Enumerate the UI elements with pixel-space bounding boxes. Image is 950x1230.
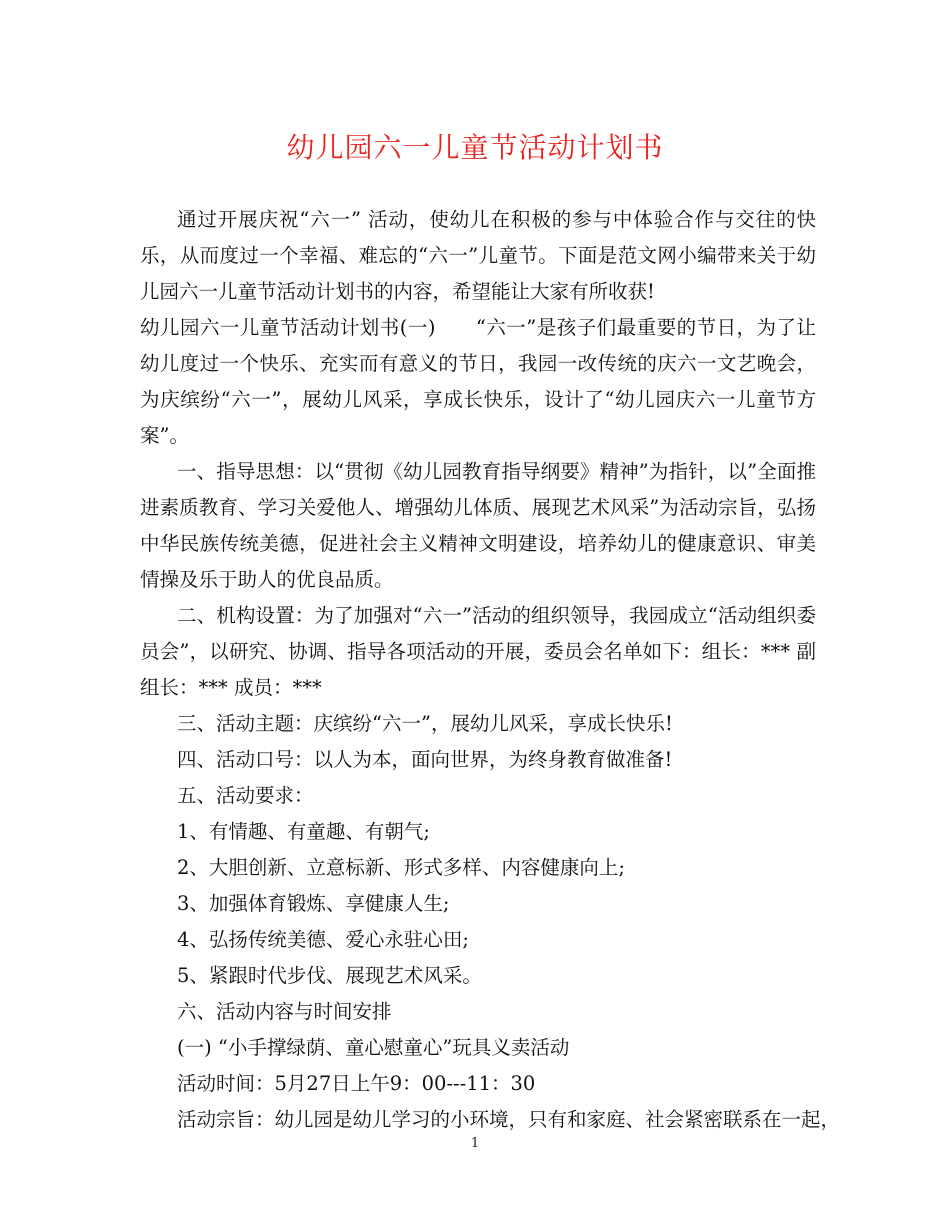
guiding-ideology-paragraph: 一、指导思想：以“贯彻《幼儿园教育指导纲要》精神”为指针，以”全面推进素质教育、学习关爱他人、增强幼儿体质、展现艺术风采”为活动宗旨，弘扬中华民族传统美德，促进社会主义精神文明建设，培养幼儿的健康意识、审美情操及乐于助人的优良品质。 <box>140 460 816 591</box>
requirement-item: 5、紧跟时代步伐、展现艺术风采。 <box>177 964 482 987</box>
intro-paragraph: 通过开展庆祝“六一” 活动，使幼儿在积极的参与中体验合作与交往的快乐，从而度过一个幸福、难忘的“六一”儿童节。下面是范文网小编带来关于幼儿园六一儿童节活动计划书的内容，希望能让大家有所收获! <box>140 208 816 303</box>
schedule-heading: 六、活动内容与时间安排 <box>177 1000 392 1023</box>
activity-theme-paragraph: 三、活动主题：庆缤纷“六一”，展幼儿风采，享成长快乐! <box>177 712 673 735</box>
document-title: 幼儿园六一儿童节活动计划书 <box>286 131 664 164</box>
requirement-item: 3、加强体育锻炼、享健康人生; <box>177 892 450 915</box>
requirement-item: 1、有情趣、有童趣、有朝气; <box>177 820 430 843</box>
activity-time: 活动时间：5月27日上午9：00---11：30 <box>177 1072 536 1095</box>
activity-slogan-paragraph: 四、活动口号：以人为本，面向世界，为终身教育做准备! <box>177 748 673 771</box>
requirement-item: 2、大胆创新、立意标新、形式多样、内容健康向上; <box>177 856 625 879</box>
activity-one-heading: (一) “小手撑绿荫、童心慰童心”玩具义卖活动 <box>177 1036 570 1059</box>
plan-one-paragraph: 幼儿园六一儿童节活动计划书(一) “六一”是孩子们最重要的节日，为了让幼儿度过一个快乐、充实而有意义的节日，我园一改传统的庆六一文艺晚会，为庆缤纷“六一”，展幼儿风采，享成长快乐，设计了“幼儿园庆六一儿童节方案”。 <box>140 316 816 447</box>
page-number: 1 <box>470 1136 480 1151</box>
activity-requirements-heading: 五、活动要求： <box>177 784 314 807</box>
activity-purpose: 活动宗旨：幼儿园是幼儿学习的小环境，只有和家庭、社会紧密联系在一起， <box>177 1108 841 1131</box>
document-body <box>140 202 841 1138</box>
requirement-item: 4、弘扬传统美德、爱心永驻心田; <box>177 928 469 951</box>
organization-paragraph: 二、机构设置：为了加强对“六一”活动的组织领导，我园成立“活动组织委员会”，以研究、协调、指导各项活动的开展，委员会名单如下：组长：*** 副组长：*** 成员：*** <box>140 604 816 699</box>
